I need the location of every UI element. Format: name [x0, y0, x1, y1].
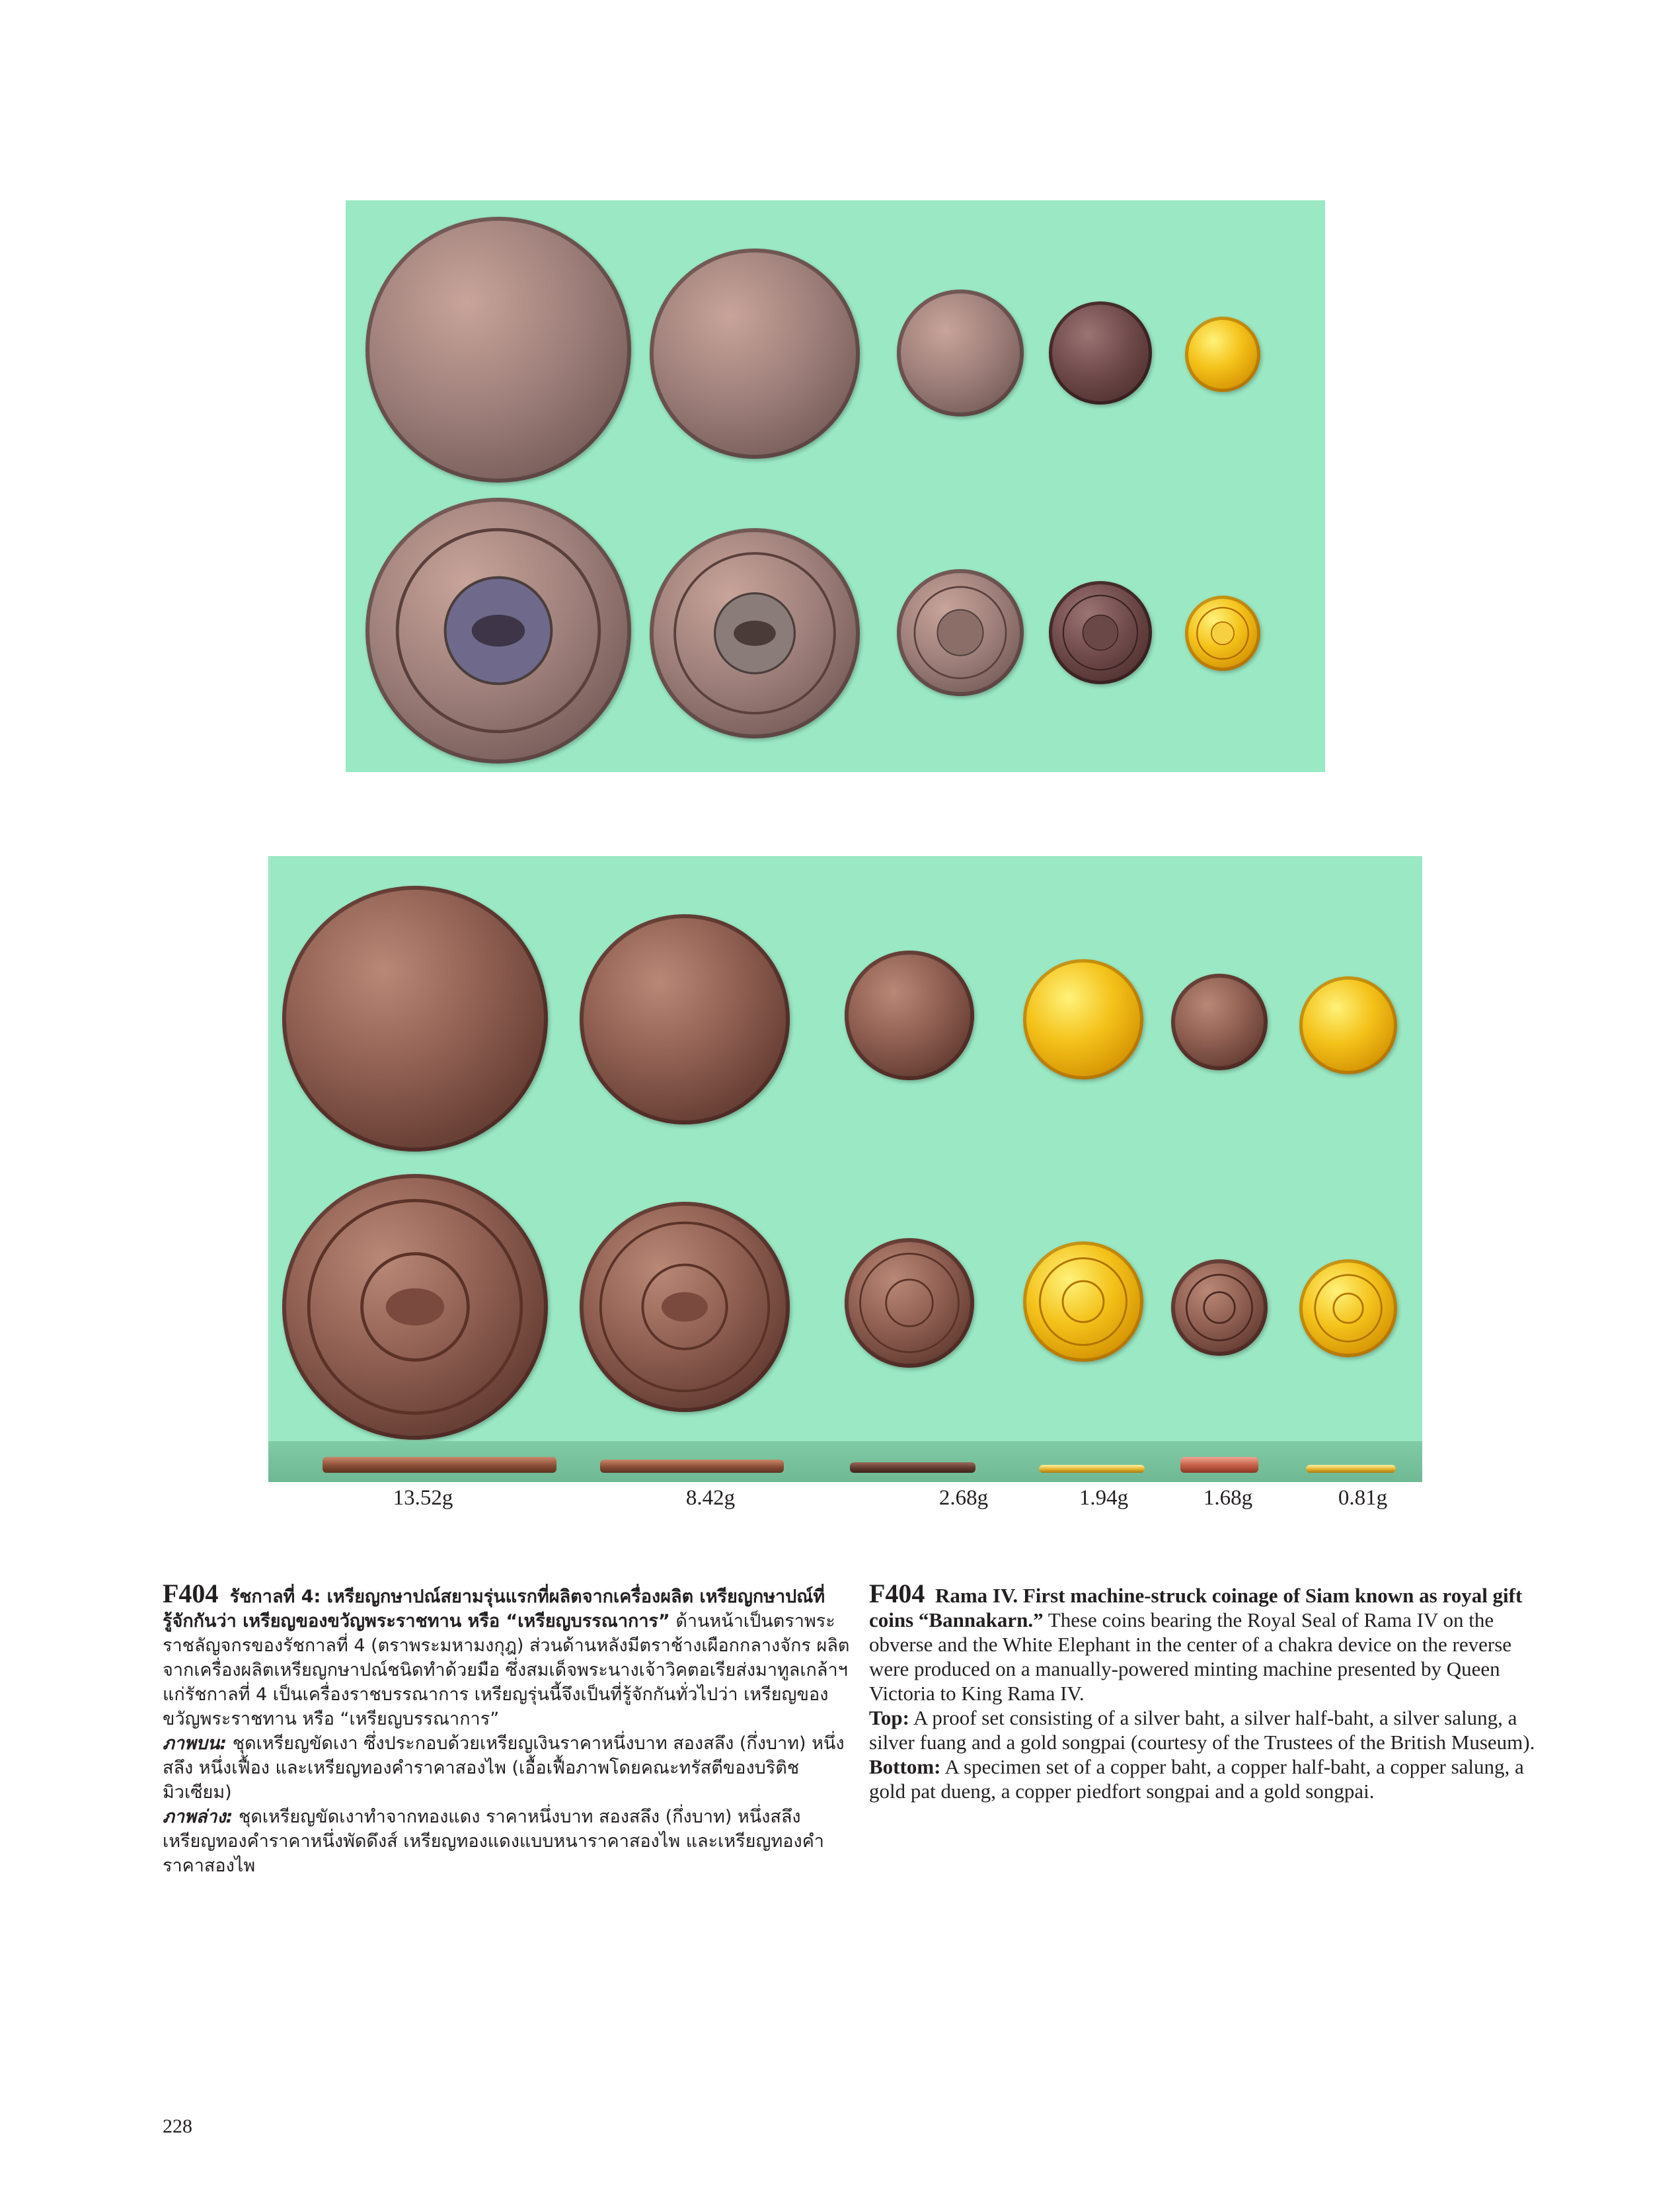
weight-label: 8.42g: [685, 1486, 736, 1510]
chakra-icon: [1299, 1259, 1397, 1357]
caption-code: F404: [163, 1579, 219, 1608]
coin-copper-baht-reverse: [282, 1174, 548, 1440]
coin-salung-reverse: [897, 569, 1024, 696]
caption-top: [163, 1731, 850, 1805]
caption-bottom-text: A specimen set of a copper baht, a copper half-baht, a copper salung, a gold pat dueng, a copper piedfort songpai and a gold songpai.: [869, 1755, 1524, 1803]
elephant-chakra-icon: [282, 1174, 548, 1440]
elephant-chakra-icon: [1023, 1241, 1143, 1362]
chakra-icon: [1185, 596, 1260, 671]
weight-label: 1.68g: [1203, 1486, 1253, 1510]
caption-top-label: ภาพบน:: [163, 1733, 227, 1754]
coin-baht-obverse: [365, 217, 631, 483]
caption-body: These coins bearing the Royal Seal of Rama IV on the obverse and the White Elephant in the center of a chakra device on the reverse were produced on a manually-powered minting machine presented by Queen Victoria to King Rama IV.: [869, 1608, 1512, 1705]
coin-half-baht-reverse: [650, 528, 860, 738]
coin-copper-piedfort-songpai-obverse: [1171, 974, 1268, 1070]
coin-copper-piedfort-songpai-reverse: [1171, 1259, 1268, 1356]
caption-top-label: Top:: [869, 1706, 909, 1729]
weight-label: 1.94g: [1079, 1486, 1129, 1510]
coin-edge: [1039, 1465, 1145, 1473]
coin-copper-salung-reverse: [845, 1238, 974, 1368]
caption-code: F404: [869, 1579, 925, 1608]
coin-baht-reverse: [365, 498, 631, 764]
weight-label: 13.52g: [393, 1486, 453, 1510]
caption-thai: [163, 1581, 850, 1878]
caption-bottom-label: Bottom:: [869, 1755, 941, 1778]
coin-gold-songpai-reverse: [1299, 1259, 1397, 1357]
coin-salung-obverse: [897, 290, 1024, 416]
elephant-chakra-icon: [580, 1202, 790, 1412]
elephant-chakra-icon: [897, 569, 1024, 696]
coin-fuang-obverse: [1049, 301, 1152, 405]
caption-bottom: [869, 1754, 1543, 1803]
caption-bottom-label: ภาพล่าง:: [163, 1807, 233, 1827]
caption-title: รัชกาลที่ 4: เหรียญกษาปณ์สยามรุ่นแรกที่ผลิตจากเครื่องผลิต เหรียญกษาปณ์ที่รู้จักกันว่า เหรียญของขวัญพระราชทาน หรือ “เหรียญบรรณาการ”: [163, 1587, 825, 1631]
coin-edge: [600, 1460, 784, 1473]
coin-copper-baht-obverse: [282, 886, 548, 1152]
coin-songpai-reverse: [1185, 596, 1260, 671]
weight-label: 0.81g: [1338, 1486, 1388, 1510]
top-coin-plate: [346, 200, 1325, 772]
caption-top-text: ชุดเหรียญขัดเงา ซึ่งประกอบด้วยเหรียญเงินราคาหนึ่งบาท สองสลึง (กึ่งบาท) หนึ่งสลึง หนึ่งเฟื้อง และเหรียญทองคำราคาสองไพ (เอื้อเฟื้อภาพโดยคณะทรัสตีของบริติชมิวเซียม): [163, 1733, 845, 1803]
coin-edge: [1180, 1457, 1258, 1473]
coin-gold-pat-dueng-obverse: [1023, 959, 1143, 1079]
elephant-chakra-icon: [650, 528, 860, 738]
caption-top: [869, 1706, 1543, 1754]
coin-edge: [323, 1457, 556, 1473]
caption-thai-main: [163, 1581, 850, 1731]
chakra-icon: [1171, 1259, 1268, 1356]
weight-label: 2.68g: [938, 1486, 989, 1510]
caption-bottom-text: ชุดเหรียญขัดเงาทำจากทองแดง ราคาหนึ่งบาท สองสลึง (กึ่งบาท) หนึ่งสลึง เหรียญทองคำราคาหนึ่งพัดดึงส์ เหรียญทองแดงแบบหนาราคาสองไพ และเหรียญทองคำ ราคาสองไพ: [163, 1807, 824, 1876]
caption-title: Rama IV. First machine-struck coinage of Siam known as royal gift coins “Bannakarn.”: [869, 1584, 1523, 1631]
coin-songpai-obverse: [1185, 317, 1260, 392]
elephant-chakra-icon: [845, 1238, 974, 1368]
caption-bottom: [163, 1805, 850, 1878]
caption-english-main: [869, 1581, 1543, 1706]
elephant-chakra-icon: [365, 498, 631, 764]
caption-top-text: A proof set consisting of a silver baht, a silver half-baht, a silver salung, a silver fuang and a gold songpai (courtesy of the Trustees of the British Museum).: [869, 1706, 1535, 1754]
coin-edge: [850, 1462, 975, 1473]
bottom-coin-plate: [268, 856, 1422, 1482]
caption-body: ด้านหน้าเป็นตราพระราชลัญจกรของรัชกาลที่ 4 (ตราพระมหามงกุฎ) ส่วนด้านหลังมีตราช้างเผือกกลางจักร ผลิตจากเครื่องผลิตเหรียญกษาปณ์ชนิดทำด้วยมือ ซึ่งสมเด็จพระนางเจ้าวิคตอเรียส่งมาทูลเกล้าฯ แก่รัชกาลที่ 4 เป็นเครื่องราชบรรณาการ เหรียญรุ่นนี้จึงเป็นที่รู้จักกันทั่วไปว่า เหรียญของขวัญพระราชทาน หรือ “เหรียญบรรณาการ”: [163, 1611, 850, 1729]
coin-edge-strip: [268, 1441, 1422, 1482]
coin-edge: [1306, 1465, 1396, 1473]
coin-copper-half-baht-obverse: [580, 914, 790, 1124]
coin-copper-half-baht-reverse: [580, 1202, 790, 1412]
coin-gold-pat-dueng-reverse: [1023, 1241, 1143, 1362]
coin-fuang-reverse: [1049, 581, 1152, 684]
coin-half-baht-obverse: [650, 249, 860, 459]
elephant-chakra-icon: [1049, 581, 1152, 684]
coin-gold-songpai-obverse: [1299, 976, 1397, 1074]
caption-english: [869, 1581, 1543, 1803]
page-number: 228: [163, 2115, 192, 2137]
coin-copper-salung-obverse: [845, 951, 974, 1080]
